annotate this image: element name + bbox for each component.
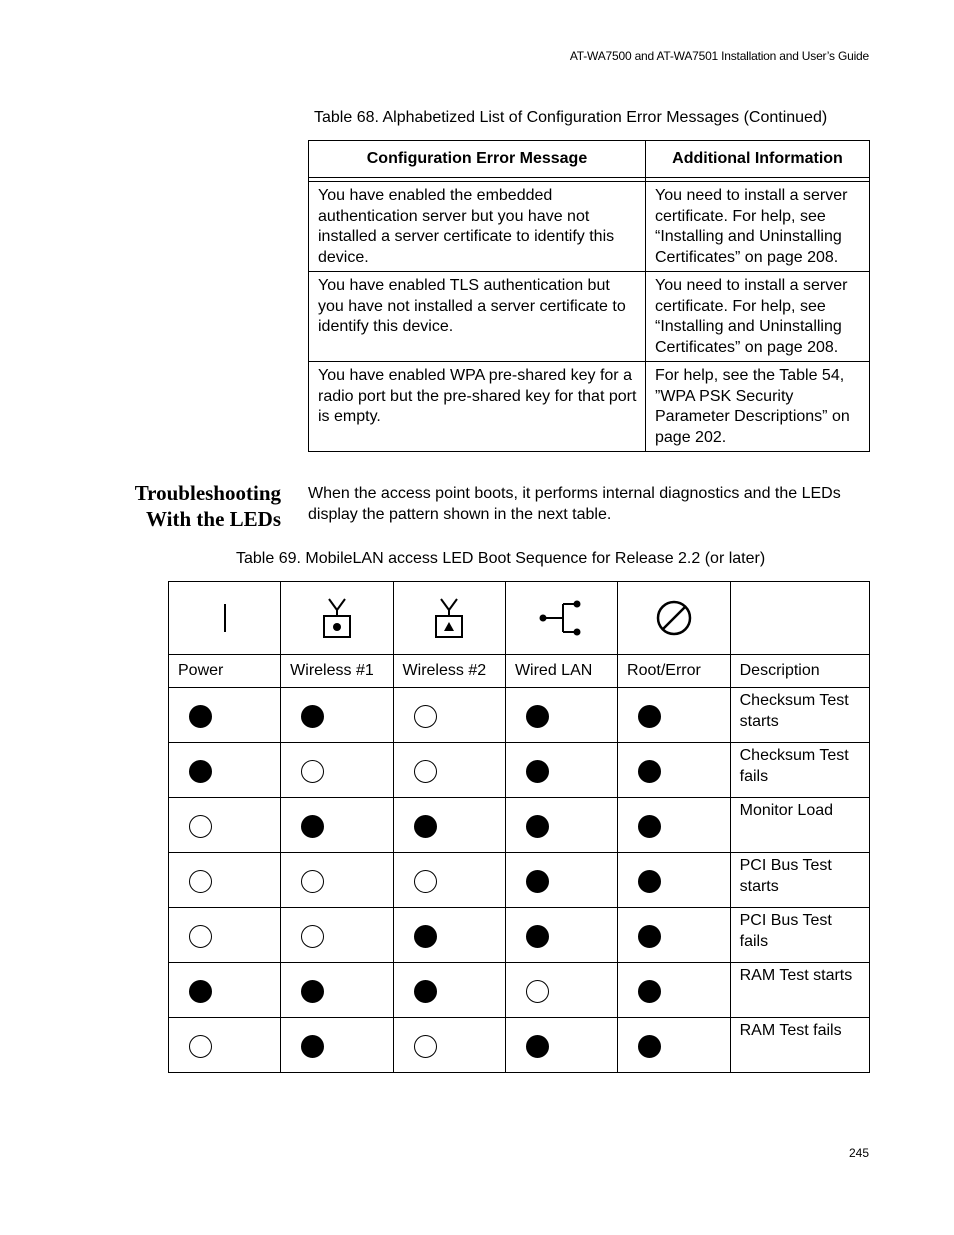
table-row (169, 688, 870, 743)
error-message: You have enabled TLS authentication but you have not installed a server certificate to identify this device. (318, 277, 626, 335)
led-cell (618, 743, 731, 798)
led-on-indicator (301, 980, 324, 1003)
led-off-indicator (301, 760, 324, 783)
icon-cell-empty (730, 582, 869, 655)
led-cell (393, 908, 505, 963)
additional-info: You need to install a server certificate. For help, see “Installing and Uninstalling Certificates” on page 208. (655, 277, 848, 356)
led-cell (169, 688, 281, 743)
boot-step-description: PCI Bus Test starts (739, 857, 832, 895)
table-row (169, 963, 870, 1018)
column-header-power (169, 655, 281, 688)
table-row (169, 743, 870, 798)
column-header-root-error (618, 655, 731, 688)
led-cell (505, 908, 617, 963)
error-message: You have enabled WPA pre-shared key for a radio port but the pre-shared key for that port is empty. (318, 367, 637, 425)
table-row (309, 362, 870, 452)
led-cell (618, 688, 731, 743)
led-boot-sequence-table (168, 581, 870, 1073)
led-cell (393, 743, 505, 798)
column-label: Power (178, 661, 224, 679)
error-message: You have enabled the embedded authentication server but you have not installed a server certificate to identify this device. (318, 187, 615, 266)
led-cell (169, 853, 281, 908)
led-cell (393, 798, 505, 853)
table-row (309, 182, 870, 272)
led-cell (169, 798, 281, 853)
led-cell (618, 963, 731, 1018)
led-on-indicator (414, 980, 437, 1003)
column-label: Wired LAN (514, 661, 593, 679)
led-on-indicator (526, 760, 549, 783)
led-on-indicator (301, 1035, 324, 1058)
led-off-indicator (189, 815, 212, 838)
table-row (169, 1018, 870, 1073)
column-header-wireless-2 (393, 655, 505, 688)
description-cell (730, 743, 869, 798)
wireless-1-icon (320, 596, 354, 640)
table-69-caption: Table 69. MobileLAN access LED Boot Sequence for Release 2.2 (or later) (236, 550, 766, 567)
led-on-indicator (638, 705, 661, 728)
page-number: 245 (848, 1146, 869, 1160)
led-off-indicator (189, 1035, 212, 1058)
led-cell (505, 853, 617, 908)
boot-step-description: Checksum Test fails (739, 747, 849, 785)
table-68-caption: Table 68. Alphabetized List of Configuration Error Messages (Continued) (314, 109, 828, 126)
table-row (169, 853, 870, 908)
led-cell (505, 1018, 617, 1073)
wireless-2-icon (432, 596, 466, 640)
column-label: Wireless #1 (290, 661, 374, 679)
led-cell (618, 1018, 731, 1073)
section-heading (95, 480, 281, 532)
column-header-wireless-1 (281, 655, 393, 688)
led-cell (281, 743, 393, 798)
led-cell (281, 1018, 393, 1073)
led-off-indicator (189, 925, 212, 948)
led-off-indicator (414, 760, 437, 783)
led-on-indicator (301, 815, 324, 838)
column-label: Root/Error (627, 661, 701, 679)
description-cell (730, 1018, 869, 1073)
led-cell (169, 963, 281, 1018)
icon-cell (393, 582, 505, 655)
led-cell (169, 908, 281, 963)
led-off-indicator (526, 980, 549, 1003)
description-cell (730, 798, 869, 853)
led-on-indicator (638, 815, 661, 838)
column-header-wired-lan (505, 655, 617, 688)
table-row (169, 908, 870, 963)
led-off-indicator (301, 870, 324, 893)
led-cell (505, 798, 617, 853)
icon-cell (505, 582, 617, 655)
boot-step-description: Checksum Test starts (739, 692, 849, 730)
led-on-indicator (189, 705, 212, 728)
led-cell (505, 743, 617, 798)
section-heading-line1: Troubleshooting (134, 481, 281, 505)
led-cell (393, 1018, 505, 1073)
led-off-indicator (414, 705, 437, 728)
led-on-indicator (526, 705, 549, 728)
running-header: AT-WA7500 and AT-WA7501 Installation and User’s Guide (569, 49, 869, 63)
table-row (169, 798, 870, 853)
icon-cell (169, 582, 281, 655)
root-error-icon (654, 598, 694, 638)
led-on-indicator (638, 870, 661, 893)
boot-step-description: RAM Test fails (739, 1022, 842, 1039)
column-label: Description (739, 661, 820, 679)
led-cell (505, 688, 617, 743)
led-on-indicator (638, 1035, 661, 1058)
led-on-indicator (526, 925, 549, 948)
section-heading-line2: With the LEDs (146, 507, 281, 531)
led-cell (393, 688, 505, 743)
led-on-indicator (638, 925, 661, 948)
led-cell (281, 853, 393, 908)
led-cell (393, 853, 505, 908)
column-label: Wireless #2 (402, 661, 487, 679)
column-header-description (730, 655, 869, 688)
led-cell (281, 963, 393, 1018)
led-on-indicator (526, 815, 549, 838)
power-icon (215, 598, 235, 638)
led-on-indicator (526, 1035, 549, 1058)
led-off-indicator (414, 870, 437, 893)
led-cell (169, 1018, 281, 1073)
led-cell (281, 908, 393, 963)
led-on-indicator (301, 705, 324, 728)
led-on-indicator (189, 760, 212, 783)
config-error-table (308, 140, 870, 452)
boot-step-description: PCI Bus Test fails (739, 912, 832, 950)
led-on-indicator (526, 870, 549, 893)
led-on-indicator (414, 925, 437, 948)
description-cell (730, 963, 869, 1018)
icon-cell (618, 582, 731, 655)
description-cell (730, 853, 869, 908)
table-row (309, 272, 870, 362)
description-cell (730, 688, 869, 743)
led-cell (169, 743, 281, 798)
led-off-indicator (301, 925, 324, 948)
led-cell (618, 908, 731, 963)
led-cell (618, 798, 731, 853)
description-cell (730, 908, 869, 963)
led-cell (505, 963, 617, 1018)
led-off-indicator (189, 870, 212, 893)
led-on-indicator (414, 815, 437, 838)
led-on-indicator (638, 980, 661, 1003)
additional-info: You need to install a server certificate. For help, see “Installing and Uninstalling Certificates” on page 208. (655, 187, 848, 266)
boot-step-description: RAM Test starts (739, 967, 853, 984)
icon-cell (281, 582, 393, 655)
led-cell (281, 688, 393, 743)
section-intro: When the access point boots, it performs internal diagnostics and the LEDs display the pattern shown in the next table. (308, 485, 841, 523)
led-cell (393, 963, 505, 1018)
led-rows (169, 688, 870, 1073)
wired-lan-icon (537, 596, 585, 640)
led-cell (618, 853, 731, 908)
column-header-message: Configuration Error Message (309, 141, 646, 178)
led-off-indicator (414, 1035, 437, 1058)
led-cell (281, 798, 393, 853)
boot-step-description: Monitor Load (739, 802, 834, 819)
led-on-indicator (638, 760, 661, 783)
column-header-info: Additional Information (646, 141, 870, 178)
led-on-indicator (189, 980, 212, 1003)
additional-info: For help, see the Table 54, ”WPA PSK Security Parameter Descriptions” on page 202. (655, 367, 850, 446)
